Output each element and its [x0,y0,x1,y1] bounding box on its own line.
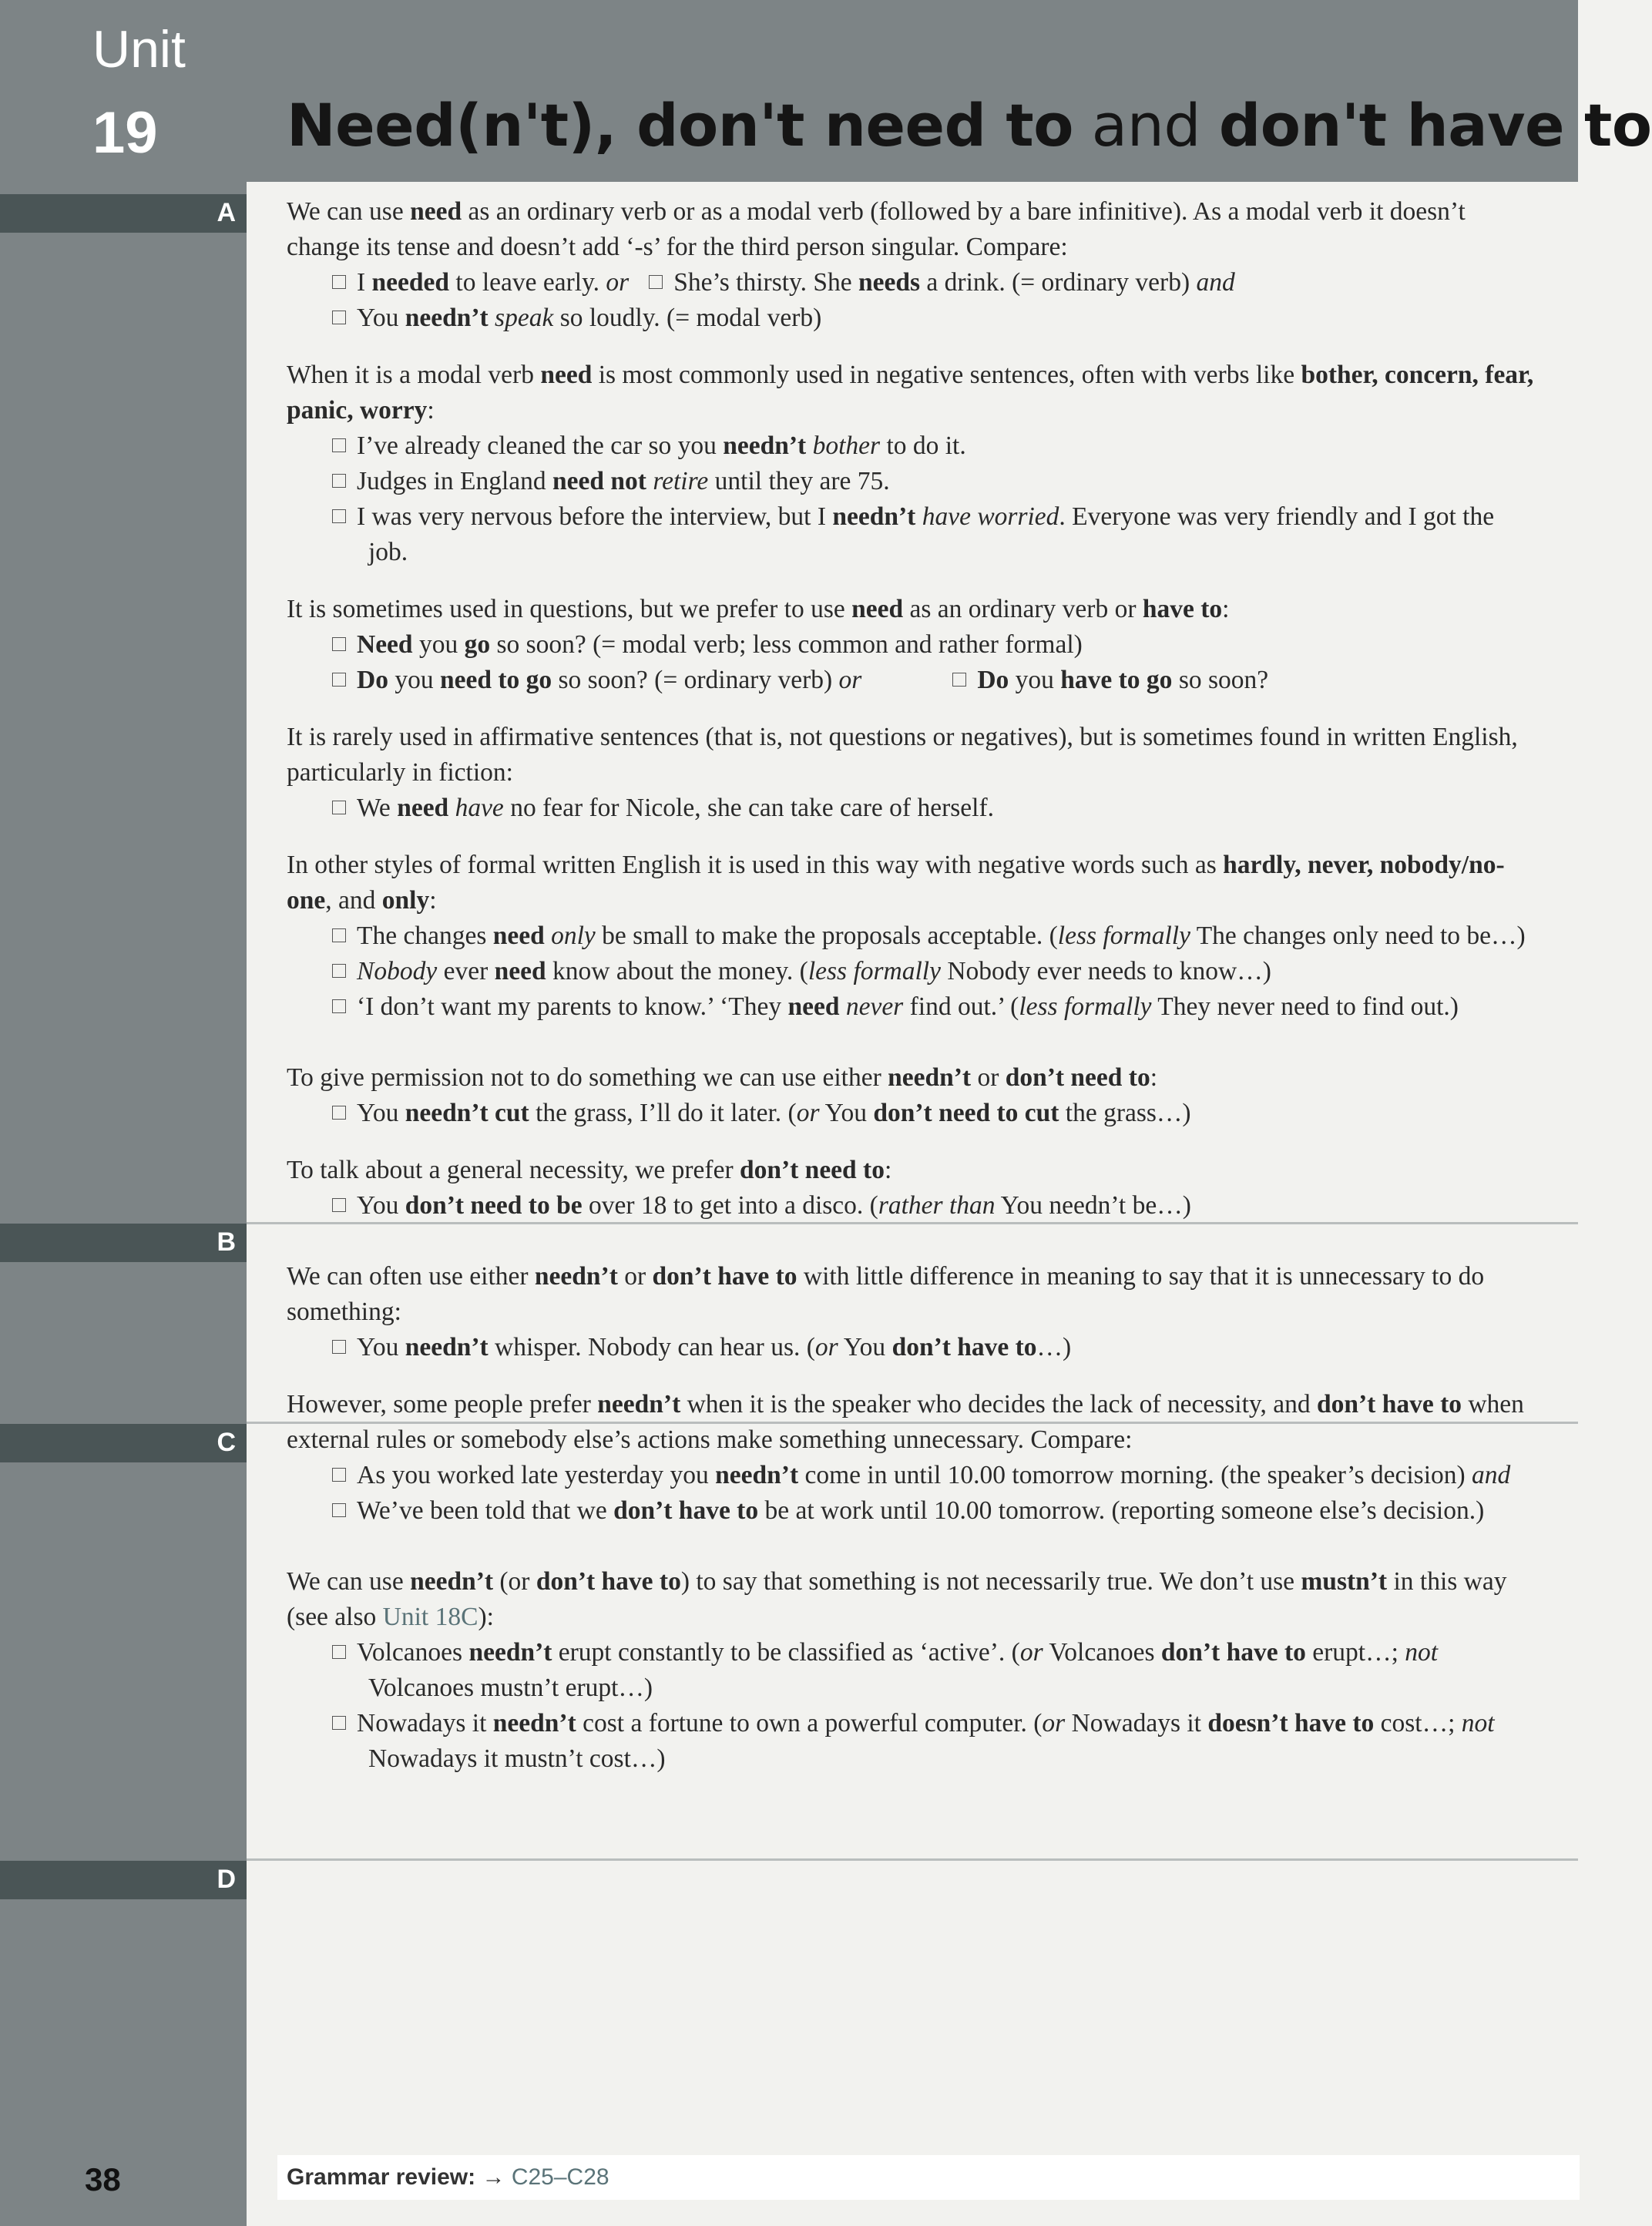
checkbox-bullet-icon [952,673,966,687]
arrow-right-icon: → [482,2164,505,2190]
example: Need you go so soon? (= modal verb; less common and rather formal) [287,627,1535,663]
checkbox-bullet-icon [332,1198,346,1212]
example: The changes need only be small to make the proposals acceptable. (less formally The changes only need to be…) [287,918,1535,954]
checkbox-bullet-icon [332,1645,346,1659]
grammar-review-footer [277,2155,1580,2200]
unit-number: 19 [92,100,158,166]
grammar-review-label: Grammar review: → C25–C28 [287,2164,609,2190]
example: You needn’t cut the grass, I’ll do it later. (or You don’t need to cut the grass…) [287,1096,1535,1131]
checkbox-bullet-icon [332,1106,346,1120]
checkbox-bullet-icon [332,474,346,488]
paragraph: When it is a modal verb need is most commonly used in negative sentences, often with verbs like bother, concern, fear, panic, worry: [287,361,1534,425]
paragraph: To talk about a general necessity, we prefer don’t need to: [287,1156,892,1184]
unit-label: Unit [92,20,186,79]
checkbox-bullet-icon [332,964,346,978]
checkbox-bullet-icon [332,1340,346,1354]
checkbox-bullet-icon [332,1503,346,1517]
page-title [287,91,1652,159]
example: You needn’t speak so loudly. (= modal verb) [287,300,1535,336]
example: As you worked late yesterday you needn’t come in until 10.00 tomorrow morning. (the speaker’s decision) and [287,1458,1535,1493]
paragraph: It is sometimes used in questions, but we prefer to use need as an ordinary verb or have to: [287,595,1230,623]
checkbox-bullet-icon [332,509,346,523]
checkbox-bullet-icon [332,637,346,651]
section-tab-a [0,194,247,233]
checkbox-bullet-icon [332,275,346,289]
example: Nowadays it needn’t cost a fortune to own a powerful computer. (or Nowadays it doesn’t have to cost…; not Nowadays it mustn’t cost…) [287,1706,1535,1777]
section-letter-c: C [217,1428,236,1457]
paragraph: However, some people prefer needn’t when it is the speaker who decides the lack of necessity, and don’t have to when external rules or somebody else’s actions make something unnecessary. Compare: [287,1390,1524,1454]
checkbox-bullet-icon [332,928,346,942]
checkbox-bullet-icon [332,1468,346,1482]
checkbox-bullet-icon [332,438,346,452]
section-tab-c [0,1424,247,1462]
section-letter-d: D [217,1865,236,1894]
grammar-review-link[interactable]: C25–C28 [511,2164,609,2190]
section-divider-d [247,1858,1578,1861]
checkbox-bullet-icon [332,1716,346,1730]
example: We’ve been told that we don’t have to be at work until 10.00 tomorrow. (reporting someone else’s decision.) [287,1493,1535,1529]
checkbox-bullet-icon [332,999,346,1013]
paragraph: We can use needn’t (or don’t have to) to say that something is not necessarily true. We don’t use mustn’t in this way (see also Unit 18C): [287,1567,1507,1631]
title-part-2: and [1091,91,1201,159]
section-tab-b [0,1224,247,1262]
title-part-3: don't have to [1218,91,1652,159]
paragraph: To give permission not to do something we can use either needn’t or don’t need to: [287,1063,1158,1092]
paragraph: We can often use either needn’t or don’t have to with little difference in meaning to say that it is unnecessary to do something: [287,1262,1485,1326]
section-letter-a: A [217,198,236,227]
example: I needed to leave early. or She’s thirsty. She needs a drink. (= ordinary verb) and [287,265,1535,300]
example: Judges in England need not retire until they are 75. [287,464,1535,499]
paragraph: In other styles of formal written English it is used in this way with negative words such as hardly, never, nobody/no-one, and only: [287,851,1505,915]
example: You don’t need to be over 18 to get into a disco. (rather than You needn’t be…) [287,1188,1535,1224]
page-content [287,194,1535,1777]
checkbox-bullet-icon [332,801,346,814]
section-letter-b: B [217,1227,236,1257]
example: Volcanoes needn’t erupt constantly to be classified as ‘active’. (or Volcanoes don’t have to erupt…; not Volcanoes mustn’t erupt…) [287,1635,1535,1706]
example: You needn’t whisper. Nobody can hear us. (or You don’t have to…) [287,1330,1535,1365]
example: We need have no fear for Nicole, she can take care of herself. [287,791,1535,826]
title-part-1: Need(n't), don't need to [287,91,1073,159]
example: Do you need to go so soon? (= ordinary verb) or Do you have to go so soon? [287,663,1535,698]
paragraph: It is rarely used in affirmative sentences (that is, not questions or negatives), but is sometimes found in written English, particularly in fiction: [287,723,1518,787]
paragraph: We can use need as an ordinary verb or as a modal verb (followed by a bare infinitive). As a modal verb it doesn’t change its tense and doesn’t add ‘-s’ for the third person singular. Compare: [287,197,1466,261]
example: Nobody ever need know about the money. (less formally Nobody ever needs to know…) [287,954,1535,989]
checkbox-bullet-icon [332,673,346,687]
section-tab-d [0,1861,247,1899]
checkbox-bullet-icon [332,311,346,324]
example: I was very nervous before the interview, but I needn’t have worried. Everyone was very friendly and I got the job. [287,499,1535,570]
page-number: 38 [85,2161,121,2197]
example: ‘I don’t want my parents to know.’ ‘They need never find out.’ (less formally They never need to find out.) [287,989,1535,1025]
checkbox-bullet-icon [649,275,663,289]
example: I’ve already cleaned the car so you needn’t bother to do it. [287,428,1535,464]
unit-cross-reference[interactable]: Unit 18C [382,1603,478,1631]
